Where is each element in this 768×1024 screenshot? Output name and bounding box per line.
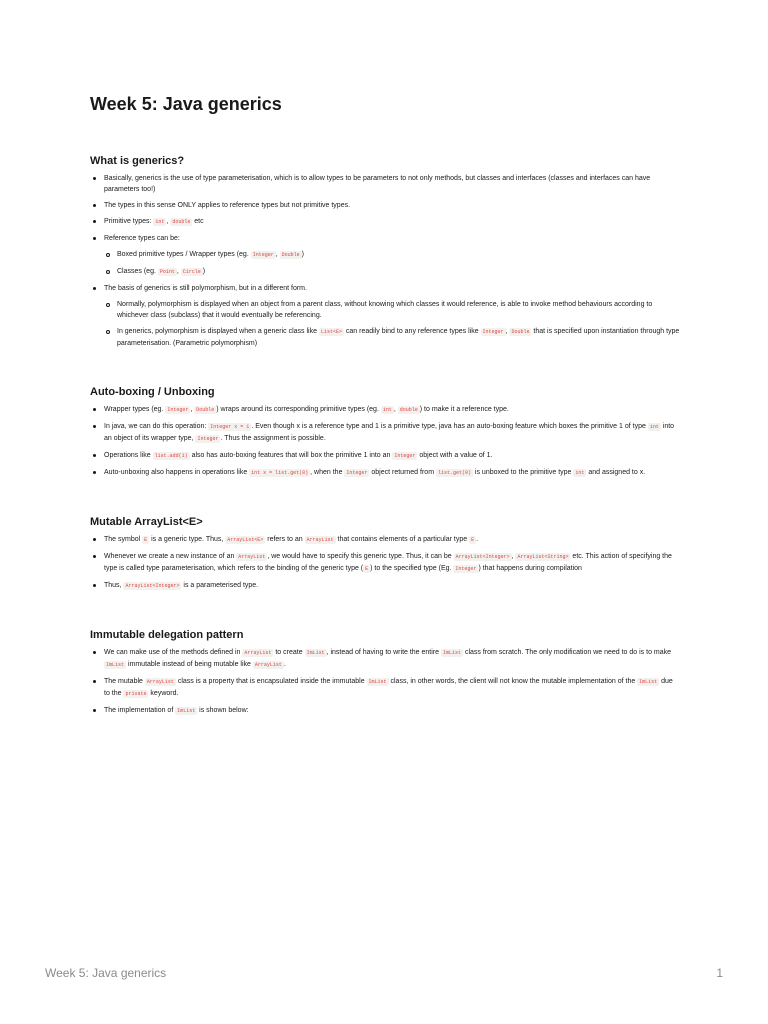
inline-code: E bbox=[471, 537, 475, 543]
inline-code: Integer bbox=[252, 252, 274, 258]
bullet-list bbox=[90, 173, 680, 349]
inline-code: double bbox=[172, 219, 191, 225]
list-item: We can make use of the methods defined in ArrayList to create ImList , instead of having to write the entire ImList class from scratch. The only modification we need to do is to make ImList immutable instead of being mutable like ArrayList . bbox=[104, 647, 680, 671]
page-title: Week 5: Java generics bbox=[90, 94, 282, 114]
inline-code: ArrayList bbox=[146, 679, 174, 685]
list-item: The implementation of ImList is shown below: bbox=[104, 705, 680, 717]
bullet-list bbox=[90, 534, 680, 592]
section-heading: What is generics? bbox=[90, 155, 185, 167]
list-item: Reference types can be: Boxed primitive types / Wrapper types (eg. Integer , Double ) Classes (eg. Point , Circle ) bbox=[104, 233, 680, 278]
inline-code: int bbox=[649, 424, 659, 430]
list-item: Boxed primitive types / Wrapper types (eg. Integer , Double ) bbox=[117, 249, 680, 261]
list-item: Auto-unboxing also happens in operations like int x = list.get(0) , when the Integer object returned from list.get(0) is unboxed to the primitive type int and assigned to x. bbox=[104, 467, 680, 479]
list-item: In java, we can do this operation: Integer x = 1 . Even though x is a reference type and 1 is a primitive type, java has an auto-boxing feature which boxes the primitive 1 of type int into an object of its wrapper type, Integer . Thus the assignment is possible. bbox=[104, 421, 680, 445]
inline-code: private bbox=[125, 691, 147, 697]
section-auto-boxing bbox=[90, 385, 680, 479]
inline-code: Integer bbox=[455, 566, 477, 572]
inline-code: ArrayList<String> bbox=[517, 554, 569, 560]
inline-code: int x = list.get(0) bbox=[251, 470, 309, 476]
list-item: The mutable ArrayList class is a property that is encapsulated inside the immutable ImList class, in other words, the client will not know the mutable implementation of the ImList due to the private keyword. bbox=[104, 676, 680, 700]
inline-code: Point bbox=[159, 269, 175, 275]
inline-code: ImList bbox=[442, 650, 461, 656]
inline-code: Double bbox=[511, 329, 530, 335]
list-item: The symbol E is a generic type. Thus, ArrayList<E> refers to an ArrayList that contains elements of a particular type E . bbox=[104, 534, 680, 546]
inline-code: Integer bbox=[167, 407, 189, 413]
list-item: Classes (eg. Point , Circle ) bbox=[117, 266, 680, 278]
list-item: Whenever we create a new instance of an ArrayList , we would have to specify this generic type. Thus, it can be ArrayList<Integer> , ArrayList<String> etc. This action of specifying the type is called type parameterisation, which refers to the binding of the generic type ( E ) to the specified type (Eg. Integer ) that happens during compilation bbox=[104, 551, 680, 575]
page-number: 1 bbox=[716, 966, 723, 980]
sub-list bbox=[104, 299, 680, 349]
inline-code: ImList bbox=[306, 650, 325, 656]
inline-code: ArrayList<Integer> bbox=[125, 583, 180, 589]
inline-code: ImList bbox=[368, 679, 387, 685]
bullet-list bbox=[90, 404, 680, 479]
inline-code: Integer bbox=[197, 436, 219, 442]
section-immutable-delegation bbox=[90, 628, 680, 717]
list-item: In generics, polymorphism is displayed when a generic class like List<E> can readily bind to any reference types like Integer , Double that is specified upon instantiation through type parameterisation. (Parametric polymorphism) bbox=[117, 328, 680, 347]
inline-code: ImList bbox=[106, 662, 125, 668]
inline-code: ArrayList bbox=[254, 662, 282, 668]
inline-code: ArrayList bbox=[306, 537, 334, 543]
section-heading: Mutable ArrayList<E> bbox=[90, 516, 203, 528]
document-page bbox=[90, 92, 680, 722]
list-item: The basis of generics is still polymorphism, but in a different form. Normally, polymorphism is displayed when an object from a parent class, without knowing which classes it would reference, is able to invoke method behaviours according to whichever class (subclass) that it would eventually be referencing. In generics, polymorphism is displayed when a generic class like List<E> can readily bind to any reference types like Integer , Double that is specified upon instantiation through type parameterisation. (Parametric polymorphism) bbox=[104, 285, 680, 347]
inline-code: E bbox=[144, 537, 148, 543]
inline-code: ArrayList bbox=[244, 650, 272, 656]
inline-code: Integer x = 1 bbox=[210, 424, 250, 430]
inline-code: ArrayList<Integer> bbox=[455, 554, 510, 560]
inline-code: ArrayList bbox=[238, 554, 266, 560]
section-mutable-arraylist bbox=[90, 515, 680, 592]
inline-code: ImList bbox=[177, 708, 196, 714]
sub-list bbox=[104, 249, 680, 278]
inline-code: list.add(1) bbox=[154, 453, 188, 459]
inline-code: Double bbox=[281, 252, 300, 258]
inline-code: int bbox=[575, 470, 585, 476]
inline-code: Integer bbox=[482, 329, 504, 335]
list-item: Primitive types: int , double etc bbox=[104, 216, 680, 228]
inline-code: ArrayList<E> bbox=[227, 537, 264, 543]
list-item: Basically, generics is the use of type parameterisation, which is to allow types to be parameters to not only methods, but classes and interfaces (classes and interfaces can have parameters too!) bbox=[104, 173, 680, 195]
bullet-list bbox=[90, 647, 680, 717]
inline-code: int bbox=[382, 407, 392, 413]
inline-code: List<E> bbox=[320, 329, 342, 335]
inline-code: Double bbox=[196, 407, 215, 413]
inline-code: Integer bbox=[394, 453, 416, 459]
inline-code: Integer bbox=[346, 470, 368, 476]
footer-title: Week 5: Java generics bbox=[45, 966, 167, 980]
inline-code: list.get(0) bbox=[437, 470, 471, 476]
section-heading: Immutable delegation pattern bbox=[90, 629, 244, 641]
list-item: Operations like list.add(1) also has auto-boxing features that will box the primitive 1 into an Integer object with a value of 1. bbox=[104, 450, 680, 462]
list-item: The types in this sense ONLY applies to reference types but not primitive types. bbox=[104, 200, 680, 211]
section-what-is-generics bbox=[90, 154, 680, 349]
inline-code: int bbox=[155, 219, 165, 225]
inline-code: Circle bbox=[182, 269, 201, 275]
inline-code: E bbox=[365, 566, 369, 572]
inline-code: ImList bbox=[639, 679, 658, 685]
list-item: Thus, ArrayList<Integer> is a parameterised type. bbox=[104, 580, 680, 592]
list-item: Wrapper types (eg. Integer , Double ) wraps around its corresponding primitive types (eg. int , double ) to make it a reference type. bbox=[104, 404, 680, 416]
inline-code: double bbox=[399, 407, 418, 413]
list-item: Normally, polymorphism is displayed when an object from a parent class, without knowing which classes it would reference, is able to invoke method behaviours according to whichever class (subclass) that it would eventually be referencing. bbox=[117, 299, 680, 321]
section-heading: Auto-boxing / Unboxing bbox=[90, 386, 215, 398]
